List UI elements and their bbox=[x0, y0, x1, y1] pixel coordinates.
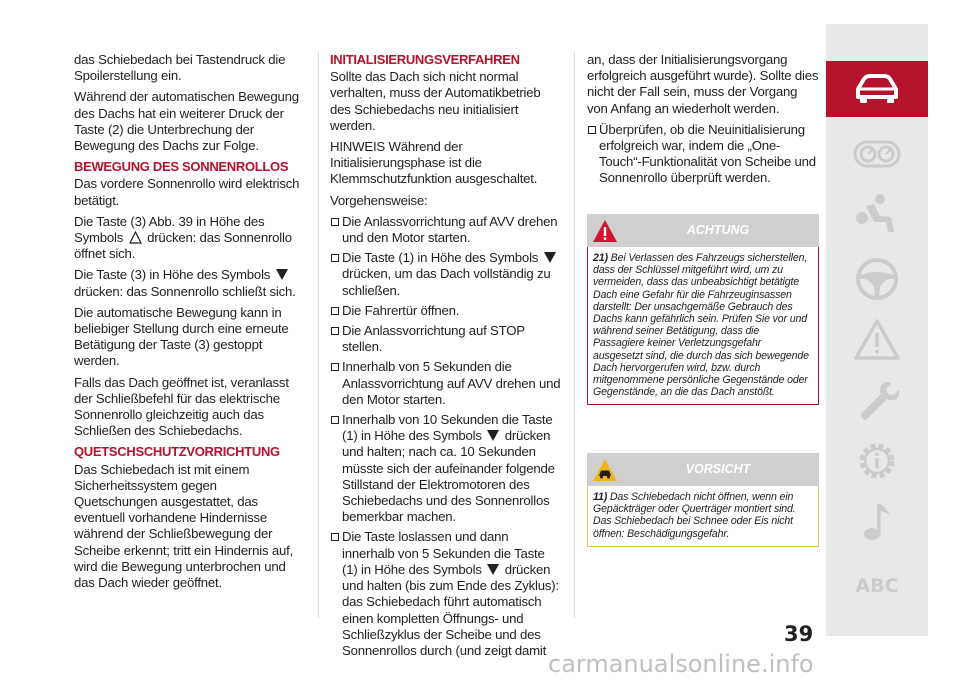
list-item-text: Die Anlassvorrichtung auf STOP stellen. bbox=[342, 323, 525, 355]
paragraph: Sollte das Dach sich nicht normal verhalten, muss der Automatikbetrieb des Schiebedachs neu initialisiert werden. bbox=[330, 69, 541, 133]
list-item bbox=[330, 529, 562, 659]
paragraph: Vorgehensweise: bbox=[330, 192, 428, 208]
paragraph: Das vordere Sonnenrollo wird elektrisch betätigt. bbox=[74, 176, 300, 208]
text-column-right bbox=[587, 52, 819, 191]
warning-triangle-icon[interactable] bbox=[852, 318, 902, 362]
warning-box bbox=[587, 214, 819, 405]
checkbox-square-icon bbox=[331, 327, 339, 335]
paragraph: das Schiebedach bei Tastendruck die Spoilerstellung ein. bbox=[74, 52, 286, 84]
checkbox-square-icon bbox=[588, 126, 596, 134]
list-item bbox=[330, 303, 562, 319]
column-divider bbox=[574, 52, 575, 618]
paragraph: an, dass der Initialisierungsvorgang erfolgreich ausgeführt wurde). Sollte dies nicht der Fall sein, muss der Vorgang von Anfang an wiederholt werden. bbox=[587, 52, 819, 116]
list-item-text: drücken und halten; nach ca. 10 Sekunden müsste sich der aufeinander folgende Stillstand der Elektromotoren des Schiebedachs und des Sonnenrollos bemerkbar machen. bbox=[342, 428, 555, 525]
triangle-down-icon bbox=[544, 252, 556, 263]
section-heading-initialization: INITIALISIERUNGSVERFAHREN bbox=[330, 52, 520, 67]
list-item bbox=[330, 214, 562, 246]
triangle-down-icon bbox=[487, 430, 499, 441]
list-item-text: drücken, um das Dach vollständig zu schließen. bbox=[342, 266, 551, 298]
list-item-text: Innerhalb von 10 Sekunden die Taste (1) in Höhe des Symbols bbox=[342, 412, 553, 444]
car-icon[interactable] bbox=[852, 67, 902, 111]
paragraph bbox=[74, 267, 302, 299]
chapter-sidebar bbox=[826, 24, 928, 636]
checkbox-square-icon bbox=[331, 254, 339, 262]
caution-box-header bbox=[587, 453, 819, 486]
wrench-icon[interactable] bbox=[852, 378, 902, 422]
section-heading-sunblind: BEWEGUNG DES SONNENROLLOS bbox=[74, 159, 289, 175]
warning-box-header bbox=[587, 214, 819, 247]
list-item bbox=[330, 250, 562, 299]
gauges-icon[interactable] bbox=[852, 132, 902, 176]
list-item bbox=[330, 412, 562, 525]
list-item-text: Die Anlassvorrichtung auf AVV drehen und den Motor starten. bbox=[342, 213, 558, 246]
airbag-seat-icon[interactable] bbox=[852, 192, 902, 236]
list-item-text: Die Taste loslassen und dann innerhalb von 5 Sekunden die Taste (1) in Höhe des Symbols bbox=[342, 529, 545, 577]
caution-number: 11) bbox=[593, 491, 608, 503]
paragraph: Falls das Dach geöffnet ist, veranlasst der Schließbefehl für das elektrische Sonnenrollo gleichzeitig auch das Schließen des Schiebedachs. bbox=[74, 374, 289, 439]
list-item bbox=[330, 323, 562, 355]
caution-body: Das Schiebedach nicht öffnen, wenn ein Gepäckträger oder Querträger montiert sind. Das Schiebedach bei Schnee oder Eis nicht öffnen: Beschädigungsgefahr. bbox=[593, 491, 796, 540]
paragraph-text: Die Taste (3) in Höhe des Symbols bbox=[74, 267, 271, 283]
paragraph bbox=[74, 214, 302, 263]
paragraph: Während der automatischen Bewegung des Dachs hat ein weiterer Druck der Taste (2) die Unterbrechung der Bewegung des Dachs zur Folge. bbox=[74, 89, 299, 154]
warning-title: ACHTUNG bbox=[686, 223, 750, 237]
steering-wheel-icon[interactable] bbox=[852, 257, 902, 301]
list-item-text: Die Fahrertür öffnen. bbox=[342, 302, 460, 318]
list-item-text: Die Taste (1) in Höhe des Symbols bbox=[342, 250, 539, 266]
checkbox-square-icon bbox=[331, 363, 339, 371]
checkbox-square-icon bbox=[331, 218, 339, 226]
paragraph-text: drücken: das Sonnenrollo schließt sich. bbox=[74, 283, 296, 299]
paragraph-text: Die Taste (3) Abb. 39 in Höhe des Symbols bbox=[74, 213, 265, 246]
gear-info-icon[interactable] bbox=[852, 439, 902, 483]
checkbox-square-icon bbox=[331, 307, 339, 315]
text-column-left bbox=[74, 52, 302, 596]
list-item-text: drücken und halten (bis zum Ende des Zyklus): das Schiebedach führt automatisch einen kompletten Öffnungs- und Schließzyklus der Scheibe und des Sonnenrollos durch (und zeigt damit bbox=[342, 561, 559, 658]
list-item bbox=[587, 122, 819, 187]
list-item-text: Überprüfen, ob die Neuinitialisierung erfolgreich war, indem die „One-Touch“-Funktionalität von Scheibe und Sonnenrollo überprüft werden. bbox=[599, 121, 816, 186]
warning-body: Bei Verlassen des Fahrzeugs sicherstellen, dass der Schlüssel mitgeführt wird, um zu vermeiden, dass das unbeabsichtigt betätigte Dach eine Gefahr für die Fahrzeuginsassen darstellt: Der unsachgemäße Gebrauch des Dachs kann gefährlich sein. Prüfen Sie vor und während seiner Betätigung, dass die Passagiere keiner Verletzungsgefahr ausgesetzt sind, die durch das sich bewegende Dach hervorgerufen wird, bzw. durch mitgenommene persönliche Gegenstände oder Gegenstände, an die das Dach anstößt. bbox=[593, 252, 809, 399]
triangle-up-icon bbox=[129, 231, 142, 244]
warning-text bbox=[587, 247, 819, 405]
watermark: carmanualsonline.info bbox=[548, 650, 814, 678]
paragraph-text: drücken: das Sonnenrollo öffnet sich. bbox=[74, 230, 292, 262]
section-heading-antipinch: QUETSCHSCHUTZVORRICHTUNG bbox=[74, 444, 280, 460]
paragraph: Die automatische Bewegung kann in beliebiger Stellung durch eine erneute Betätigung der Taste (3) gestoppt werden. bbox=[74, 304, 289, 369]
triangle-down-icon bbox=[276, 269, 288, 280]
checkbox-square-icon bbox=[331, 416, 339, 424]
list-item-text: Innerhalb von 5 Sekunden die Anlassvorrichtung auf AVV drehen und den Motor starten. bbox=[342, 359, 561, 407]
checkbox-square-icon bbox=[331, 533, 339, 541]
caution-text bbox=[587, 486, 819, 547]
text-column-middle bbox=[330, 52, 562, 663]
page-number: 39 bbox=[784, 622, 814, 646]
column-divider bbox=[318, 52, 319, 618]
paragraph: Das Schiebedach ist mit einem Sicherheitssystem gegen Quetschungen ausgestattet, das eventuell vorhandene Hindernisse während der Schließbewegung der Scheibe erkennt; tritt ein Hindernis auf, wird die Bewegung unterbrochen und das Dach wieder geöffnet. bbox=[74, 461, 294, 591]
list-item bbox=[330, 359, 562, 408]
abc-index-icon[interactable]: ABC bbox=[855, 575, 899, 597]
caution-box bbox=[587, 453, 819, 547]
music-note-icon[interactable] bbox=[852, 500, 902, 544]
warning-number: 21) bbox=[593, 252, 608, 264]
triangle-down-icon bbox=[487, 564, 499, 575]
paragraph: HINWEIS Während der Initialisierungsphase ist die Klemmschutzfunktion ausgeschaltet. bbox=[330, 139, 538, 187]
caution-title: VORSICHT bbox=[685, 462, 751, 476]
